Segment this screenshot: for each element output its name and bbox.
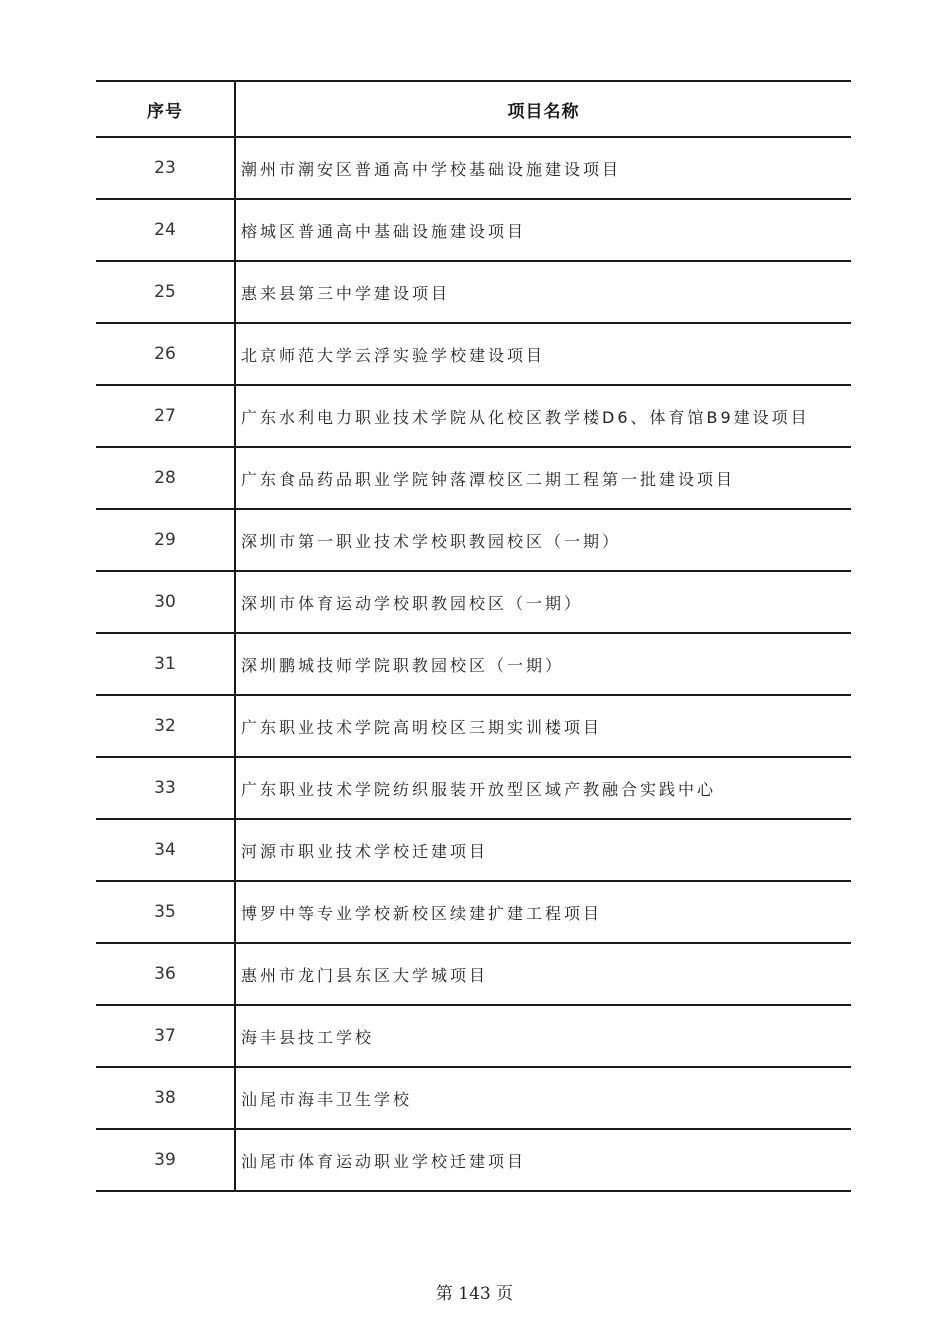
project-name: 深圳市体育运动学校职教园校区（一期）: [241, 593, 584, 613]
project-name: 榕城区普通高中基础设施建设项目: [241, 221, 527, 241]
table-row: [96, 262, 851, 324]
row-number: 37: [96, 1006, 236, 1066]
project-name: 北京师范大学云浮实验学校建设项目: [241, 345, 546, 365]
row-number: 28: [96, 448, 236, 508]
table-row: [96, 944, 851, 1006]
table-row: [96, 1130, 851, 1192]
project-name: 潮州市潮安区普通高中学校基础设施建设项目: [241, 159, 622, 179]
project-name: 河源市职业技术学校迁建项目: [241, 841, 489, 861]
table-row: [96, 696, 851, 758]
project-table: [96, 80, 851, 1192]
table-row: [96, 324, 851, 386]
table-row: [96, 1068, 851, 1130]
row-number: 25: [96, 262, 236, 322]
project-name: 惠来县第三中学建设项目: [241, 283, 451, 303]
row-number: 23: [96, 138, 236, 198]
table-row: [96, 386, 851, 448]
table-row: [96, 1006, 851, 1068]
project-name: 汕尾市体育运动职业学校迁建项目: [241, 1151, 527, 1171]
project-name: 广东食品药品职业学院钟落潭校区二期工程第一批建设项目: [241, 469, 736, 489]
table-row: [96, 882, 851, 944]
table-row: [96, 448, 851, 510]
project-name: 汕尾市海丰卫生学校: [241, 1089, 413, 1109]
project-name: 惠州市龙门县东区大学城项目: [241, 965, 489, 985]
project-name: 海丰县技工学校: [241, 1027, 375, 1047]
table-row: [96, 510, 851, 572]
row-number: 32: [96, 696, 236, 756]
table-row: [96, 634, 851, 696]
row-number: 30: [96, 572, 236, 632]
project-name: 广东职业技术学院高明校区三期实训楼项目: [241, 717, 603, 737]
row-number: 39: [96, 1130, 236, 1190]
row-number: 33: [96, 758, 236, 818]
project-name: 博罗中等专业学校新校区续建扩建工程项目: [241, 903, 603, 923]
table-row: [96, 820, 851, 882]
row-number: 26: [96, 324, 236, 384]
row-number: 35: [96, 882, 236, 942]
row-number: 34: [96, 820, 236, 880]
row-number: 31: [96, 634, 236, 694]
header-name: 项目名称: [507, 101, 580, 122]
table-row: [96, 200, 851, 262]
row-number: 27: [96, 386, 236, 446]
table-row: [96, 138, 851, 200]
row-number: 24: [96, 200, 236, 260]
project-name: 深圳市第一职业技术学校职教园校区（一期）: [241, 531, 622, 551]
table-row: [96, 572, 851, 634]
table-header: [96, 80, 851, 138]
project-name: 广东职业技术学院纺织服装开放型区域产教融合实践中心: [241, 779, 717, 799]
row-number: 38: [96, 1068, 236, 1128]
project-name: 深圳鹏城技师学院职教园校区（一期）: [241, 655, 565, 675]
page-number: 第 143 页: [435, 1284, 514, 1304]
project-name: 广东水利电力职业技术学院从化校区教学楼D6、体育馆B9建设项目: [241, 407, 810, 427]
row-number: 36: [96, 944, 236, 1004]
table-row: [96, 758, 851, 820]
header-no: 序号: [96, 82, 236, 136]
row-number: 29: [96, 510, 236, 570]
